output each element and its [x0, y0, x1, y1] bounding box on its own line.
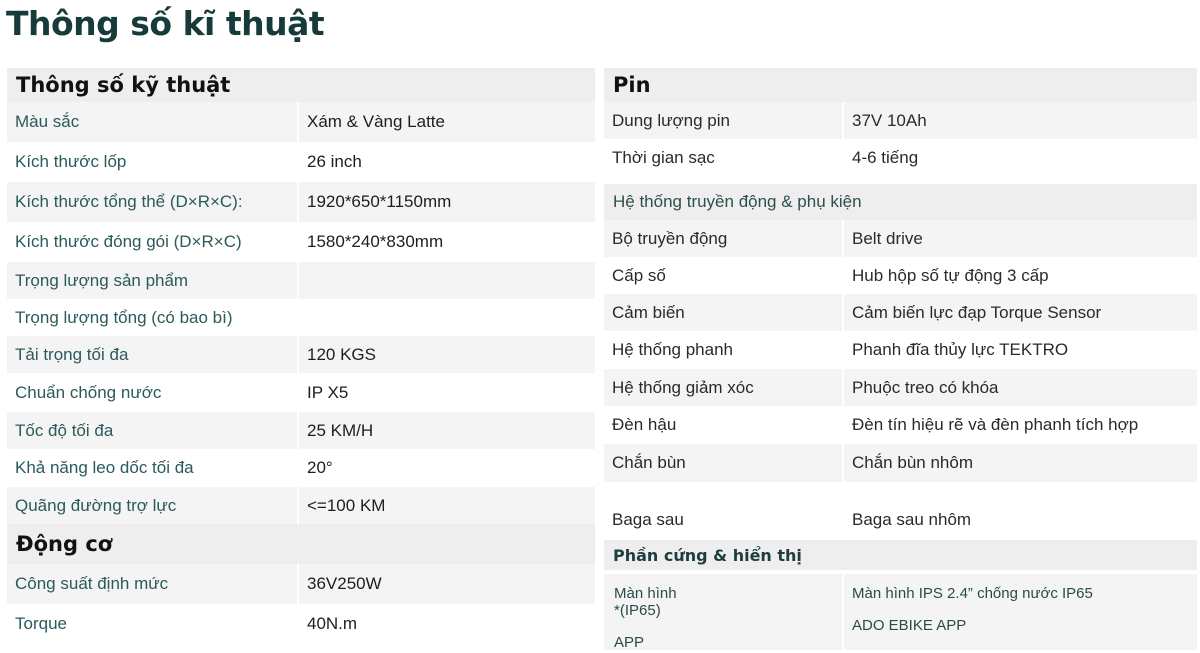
table-row — [7, 142, 595, 182]
battery-heading: Pin — [604, 68, 1197, 102]
row-label: Hệ thống phanh — [612, 340, 733, 359]
table-row — [604, 444, 1197, 482]
table-row — [604, 257, 1197, 294]
row-label: Khả năng leo dốc tối đa — [15, 458, 194, 477]
left-spec-column — [7, 68, 595, 644]
row-label: Đèn hậu — [612, 415, 677, 434]
row-label: Công suất định mức — [7, 564, 297, 604]
row-value: 40N.m — [297, 604, 595, 644]
display-label: Màn hình — [614, 585, 677, 602]
table-row — [7, 487, 595, 524]
page-title: Thông số kĩ thuật — [6, 4, 325, 43]
table-row — [7, 449, 595, 487]
table-row — [7, 182, 595, 222]
table-row — [7, 262, 595, 299]
row-value: Chắn bùn nhôm — [842, 444, 1197, 482]
row-label: Thời gian sạc — [612, 147, 715, 167]
table-row — [7, 412, 595, 449]
table-row — [604, 369, 1197, 406]
row-value: 1920*650*1150mm — [297, 182, 595, 222]
row-value: 4-6 tiếng — [842, 139, 1197, 176]
drive-heading: Hệ thống truyền động & phụ kiện — [604, 184, 1197, 220]
row-value: 37V 10Ah — [842, 102, 1197, 139]
table-row — [7, 222, 595, 262]
row-value: Baga sau nhôm — [842, 482, 1197, 530]
display-value: Màn hình IPS 2.4” chống nước IP65 — [852, 585, 1093, 602]
row-value: 1580*240*830mm — [297, 222, 595, 262]
row-value: 36V250W — [297, 564, 595, 604]
motor-table — [7, 564, 595, 644]
table-row — [7, 336, 595, 373]
row-label: Chắn bùn — [604, 444, 842, 482]
table-row — [604, 294, 1197, 331]
row-label: Kích thước đóng gói (D×R×C) — [15, 232, 242, 251]
table-row — [604, 220, 1197, 257]
table-row — [7, 102, 595, 142]
display-ip-label: *(IP65) — [614, 602, 661, 619]
drive-table — [604, 220, 1197, 530]
row-label: Kích thước lốp — [15, 152, 127, 171]
row-value: Phuộc treo có khóa — [842, 369, 1197, 406]
app-label: APP — [614, 634, 645, 651]
row-label: Tốc độ tối đa — [7, 412, 297, 449]
table-row — [7, 373, 595, 412]
row-value — [297, 262, 595, 299]
motor-heading: Động cơ — [7, 524, 595, 564]
table-row — [7, 299, 595, 336]
right-spec-column — [604, 68, 1197, 650]
row-label: Chuẩn chống nước — [15, 382, 162, 402]
row-value: 120 KGS — [297, 336, 595, 373]
row-label: Tải trọng tối đa — [7, 336, 297, 373]
row-label: Trọng lượng sản phẩm — [7, 262, 297, 299]
row-value: Cảm biến lực đạp Torque Sensor — [842, 294, 1197, 331]
row-label: Kích thước tổng thể (D×R×C): — [7, 182, 297, 222]
table-row — [604, 331, 1197, 369]
row-value: Đèn tín hiệu rẽ và đèn phanh tích hợp — [842, 406, 1197, 444]
row-value: 26 inch — [297, 142, 595, 182]
hardware-heading: Phần cứng & hiển thị — [604, 540, 1197, 570]
row-value: Hub hộp số tự động 3 cấp — [842, 257, 1197, 294]
row-value: 20° — [297, 449, 595, 487]
specs-heading: Thông số kỹ thuật — [7, 68, 595, 102]
row-value: <=100 KM — [297, 487, 595, 524]
table-row — [7, 604, 595, 644]
row-label: Torque — [15, 614, 67, 633]
table-row — [604, 406, 1197, 444]
row-label: Dung lượng pin — [604, 102, 842, 139]
table-row — [604, 482, 1197, 530]
specs-table — [7, 102, 595, 524]
row-label: Cảm biến — [604, 294, 842, 331]
table-row — [604, 139, 1197, 176]
row-label: Hệ thống giảm xóc — [604, 369, 842, 406]
row-value: Phanh đĩa thủy lực TEKTRO — [842, 331, 1197, 369]
hardware-label — [604, 574, 842, 650]
row-label: Màu sắc — [7, 102, 297, 142]
hardware-value — [842, 574, 1197, 650]
table-row — [604, 102, 1197, 139]
row-label: Baga sau — [612, 510, 684, 529]
battery-table — [604, 102, 1197, 176]
hardware-row — [604, 574, 1197, 650]
row-value: Belt drive — [842, 220, 1197, 257]
row-label: Trọng lượng tổng (có bao bì) — [15, 307, 233, 327]
table-row — [7, 564, 595, 604]
row-value: IP X5 — [297, 373, 595, 412]
row-value — [297, 299, 595, 336]
row-label: Cấp số — [612, 265, 666, 285]
row-value: 25 KM/H — [297, 412, 595, 449]
app-value: ADO EBIKE APP — [852, 617, 967, 634]
row-label: Bộ truyền động — [604, 220, 842, 257]
row-label: Quãng đường trợ lực — [7, 487, 297, 524]
row-value: Xám & Vàng Latte — [297, 102, 595, 142]
